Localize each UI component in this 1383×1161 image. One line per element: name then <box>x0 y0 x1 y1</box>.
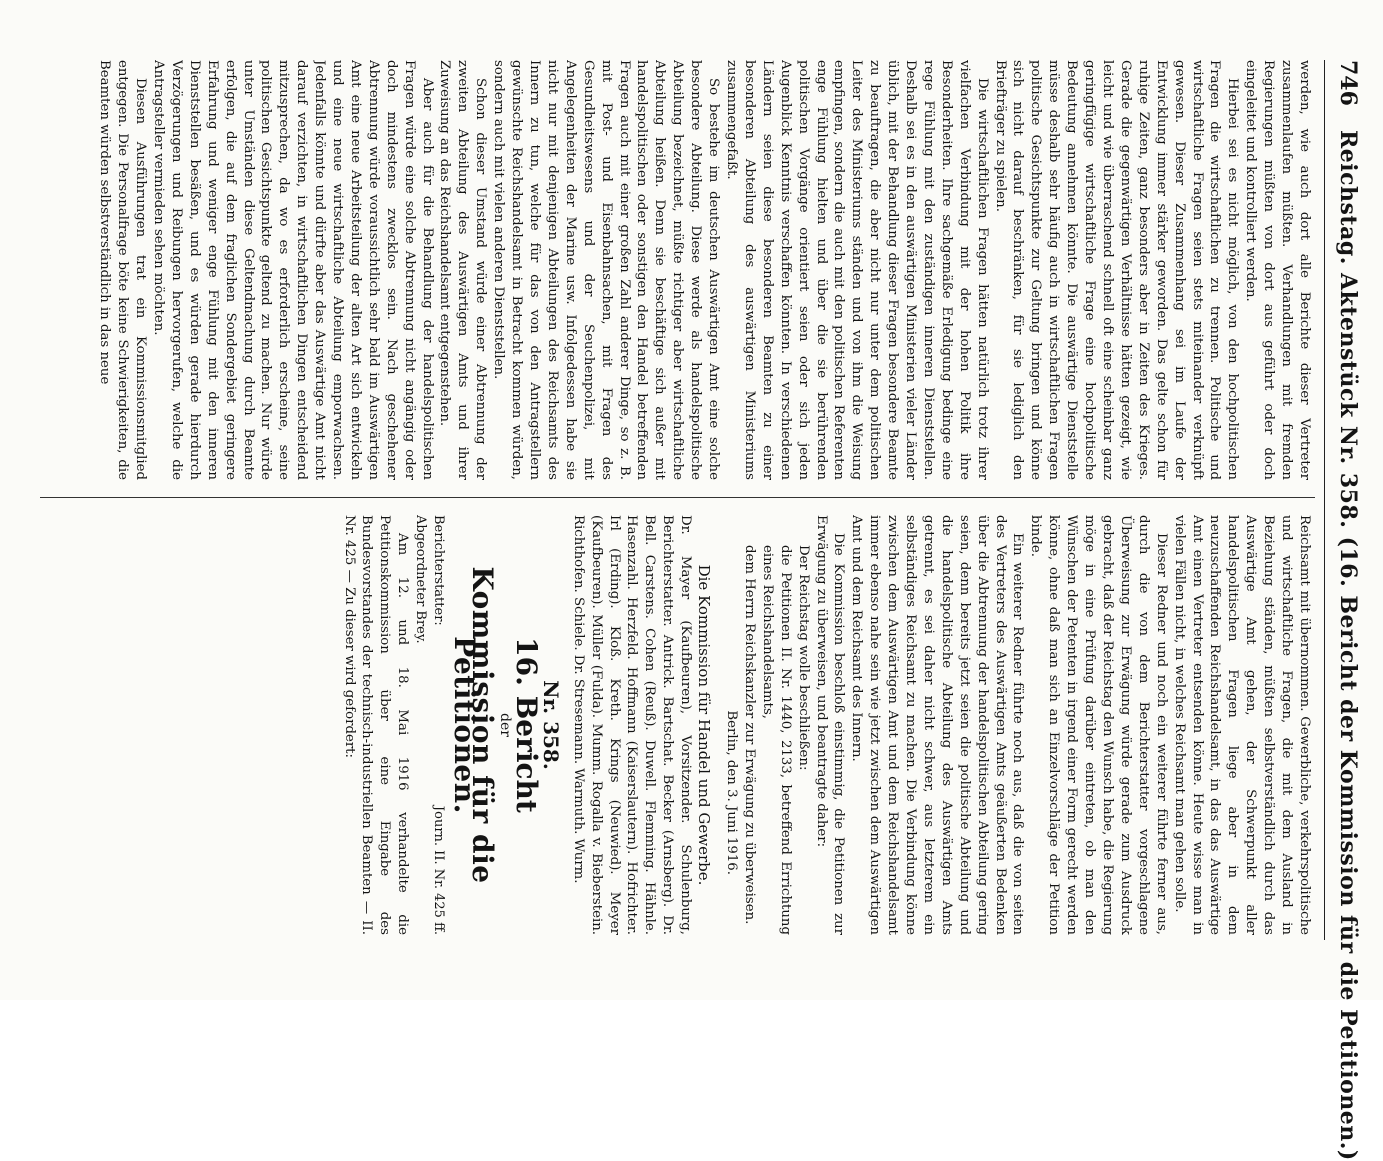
paragraph: So bestehe im deutschen Auswärtigen Amt eine solche besondere Abteilung. Diese werde als handelspolitische Abteilung bezeichnet, müßte richtiger aber wirtschaftliche Abteilung heißen. Denn sie beschäftige sich außer mit handelspolitischen oder sonstigen den Handel betreffenden Fragen auch mit einer großen Zahl anderer Dinge, so z. B. mit Post- und Eisenbahnsachen, mit Fragen des Gesundheitswesens und der Seuchenpolizei, mit Angelegenheiten der Marine usw. Infolgedessen habe sie nicht nur mit denjenigen Abteilungen des Reichsamts des Innern zu tun, welche für das von den Antragstellern gewünschte Reichshandelsamt in Betracht kommen würden, sondern auch mit vielen anderen Dienststellen. <box>491 60 722 480</box>
section-heading <box>448 515 563 935</box>
resolution-text: die Petitionen II. Nr. 1440, 2133, betreffend Errichtung eines Reichshandelsamts, <box>759 545 793 935</box>
date-line: Berlin, den 3. Juni 1916. <box>724 710 739 875</box>
commission-heading: Die Kommission für Handel und Gewerbe. <box>695 564 714 886</box>
paragraph: Die wirtschaftlichen Fragen hätten natürlich trotz ihrer vielfachen Verbindung mit der hohen Politik ihre Besonderheiten. Ihre sachgemäße Erledigung bedinge eine rege Fühlung mit den zuständigen inneren Dienststellen. Deshalb sei es in den auswärtigen Ministerien vieler Länder üblich, mit der Behandlung dieser Fragen besondere Beamte zu beauftragen, die aber nicht nur unter dem politischen Leiter des Ministeriums ständen und von ihm die Weisung empfingen, sondern die auch mit den politischen Referenten enge Fühlung hielten und über die sie berührenden politischen Vorgänge orientiert seien oder sich jeden Augenblick Kenntnis verschaffen könnten. In verschiedenen Ländern seien diese besonderen Beamten zu einer besonderen Abteilung des auswärtigen Ministeriums zusammengefaßt. <box>724 60 990 480</box>
paragraph: Ein weiterer Redner führte noch aus, daß die von seiten des Vertreters des Auswärtigen Amts geäußerten Bedenken über die Abtrennung der handelspolitischen Abteilung gering seien, denn bereits jetzt seien die politische Abteilung und die handelspolitische Abteilung des Auswärtigen Amts getrennt, es sei daher nicht schwer, aus letzterem ein selbständiges Reichsamt zu machen. Die Verbindung könne zwischen dem Auswärtigen Amt und dem Reichshandelsamt immer ebenso nahe sein wie jetzt zwischen dem Auswärtigen Amt und dem Reichsamt des Innern. <box>849 515 1026 935</box>
column-divider <box>40 497 1315 498</box>
paragraph: Diesen Ausführungen trat ein Kommissionsmitglied entgegen. Die Personalfrage böte keine Schwierigkeiten, die Beamten würden selbstverständlich in das neue <box>97 60 149 480</box>
journal-ref: Journ. II. Nr. 425 ff. <box>431 805 447 935</box>
page-number: 746 <box>1335 60 1361 106</box>
right-column <box>40 515 1313 935</box>
reporter-label: Berichterstatter: <box>431 515 447 626</box>
left-column <box>40 60 1313 480</box>
resolution-intro: Der Reichstag wolle beschließen: <box>795 545 811 771</box>
paragraph: Schon dieser Umstand würde einer Abtrennung der zweiten Abteilung des Auswärtigen Amts und ihrer Zuweisung an das Reichshandelsamt entgegenstehen. <box>437 60 489 480</box>
paragraph: Hierbei sei es nicht möglich, von den hochpolitischen Fragen die wirtschaftlichen zu trennen. Politische und wirtschaftliche Fragen seien stets miteinander verknüpft gewesen. Dieser Zusammenhang sei im Laufe der Entwicklung immer stärker geworden. Das gelte schon für ruhige Zeiten, ganz besonders aber in Zeiten des Krieges. Gerade die gegenwärtigen Verhältnisse hätten gezeigt, wie leicht und wie überraschend schnell oft eine scheinbar ganz geringfügige wirtschaftliche Frage eine hochpolitische Bedeutung annehmen könnte. Die auswärtige Dienststelle müsse deshalb sehr häufig auch in wirtschaftlichen Fragen politische Gesichtspunkte zur Geltung bringen und könne sich nicht darauf beschränken, für sie lediglich den Briefträger zu spielen. <box>992 60 1241 480</box>
resolution-text: dem Herrn Reichskanzler zur Erwägung zu überweisen. <box>741 545 757 925</box>
report-number: 16. Bericht <box>509 637 543 813</box>
paragraph: Die Kommission beschloß einstimmig, die Petitionen zur Erwägung zu überweisen, und beantragte daher: <box>813 515 847 935</box>
reporter-name: Abgeordneter Brey. <box>413 515 429 644</box>
commission-members: Dr. Mayer (Kaufbeuren), Vorsitzender. Schulenburg, Berichterstatter. Antrick. Bartschat. Becker (Arnsberg). Dr. Bell. Carstens. Cohen (Reuß). Duwell. Flemming. Hähnle. Hasenzahl. Herzfeld. Hoffmann (Kaiserslautern). Hofrichter. Irl (Erding). Kloß. Kreth. Krings (Neuwied). Meyer (Kaufbeuren). Müller (Fulda). Mumm. Rogalla v. Bieberstein. Richthofen. Schiele. Dr. Stresemann. Warmuth. Wurm. <box>570 515 694 935</box>
paragraph: Reichsamt mit übernommen. Gewerbliche, verkehrspolitische und wirtschaftliche Fragen, die mit dem Ausland in Beziehung ständen, müßten selbstverständlich durch das Auswärtige Amt gehen, der Schwerpunkt aller handelspolitischen Fragen liege aber in dem neuzuschaffenden Reichshandelsamt, in das das Auswärtige Amt einen Vertreter entsenden könne. Heute wisse man in vielen Fällen nicht, in welches Reichsamt man gehen solle. <box>1171 515 1312 935</box>
paragraph: Am 12. und 18. Mai 1916 verhandelte die Petitionskommission über eine Eingabe des Bundesvorstandes der technisch-industriellen Beamten — II. Nr. 425 — Zu dieser wird gefordert: <box>341 515 411 935</box>
page-header <box>1324 60 1361 1161</box>
report-title: Kommission für die Petitionen. <box>448 566 500 884</box>
report-der: der <box>497 713 514 737</box>
section-nr: Nr. 358. <box>538 680 563 770</box>
paragraph: Aber auch für die Behandlung der handelspolitischen Fragen würde eine solche Abtrennung nicht angängig oder doch mindestens zwecklos sein. Nach geschehener Abtrennung würde voraussichtlich sehr bald im Auswärtigen Amt eine neue Arbeitsteilung der alten Art sich entwickeln und eine neue wirtschaftliche Abteilung emporwachsen. Jedenfalls könnte und dürfte aber das Auswärtige Amt nicht darauf verzichten, in wirtschaftlichen Dingen entscheidend mitzusprechen, da wo es erforderlich erscheine, seine politischen Gesichtspunkte geltend zu machen. Nur würde unter Umständen diese Geltendmachung durch Beamte erfolgen, die auf dem fraglichen Sondergebiet geringere Erfahrung und weniger enge Fühlung mit den inneren Dienststellen besäßen, und es würden gerade hierdurch Verzögerungen und Reibungen hervorgerufen, welche die Antragsteller vermieden sehen möchten. <box>151 60 435 480</box>
report-meta <box>411 515 447 935</box>
running-title: Reichstag. Aktenstück Nr. 358. (16. Bericht der Kommission für die Petitionen.) <box>1335 130 1361 1161</box>
paragraph: werden, wie auch dort alle Berichte dieser Vertreter zusammenlaufen müßten. Verhandlungen mit fremden Regierungen müßten von dort aus geführt oder doch eingeleitet und kontrolliert werden. <box>1243 60 1312 480</box>
paragraph: Dieser Redner und noch ein weiterer führte ferner aus, durch die von dem Berichterstatter vorgeschlagene Überweisung zur Erwägung würde gerade zum Ausdruck gebracht, daß der Reichstag den Wunsch habe, die Regierung möge in eine Prüfung darüber eintreten, ob man den Wünschen der Petenten in irgend einer Form gerecht werden könne, ohne daß man sich an Einzelvorschläge der Petition binde. <box>1028 515 1169 935</box>
